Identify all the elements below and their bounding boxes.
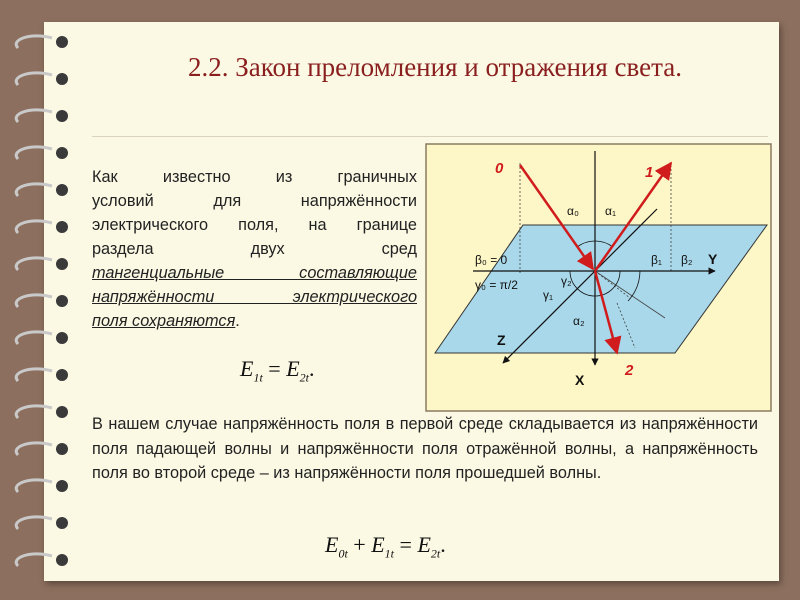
superposition-paragraph: В нашем случае напряжённость поля в первой среде складывается из напряжённости поля падающей волны и напряжённости поля отражённой волны, а напряжённость поля во второй среде – из напряжённости поля прошедшей волны. — [92, 415, 758, 482]
equation-tangential — [240, 356, 315, 385]
spiral-ring — [16, 221, 52, 233]
eq-symbol: E — [417, 532, 431, 557]
spiral-ring — [16, 36, 52, 48]
spiral-ring — [16, 480, 52, 492]
text-line: раздела двух сред — [92, 240, 417, 258]
binding-hole — [56, 554, 68, 566]
binding-hole — [56, 369, 68, 381]
axis-y-label: Y — [708, 251, 718, 267]
alpha2-label: α₂ — [573, 314, 585, 328]
boundary-conditions-text — [92, 165, 417, 333]
binding-hole — [56, 480, 68, 492]
eq-symbol: E — [240, 356, 254, 381]
refraction-diagram — [425, 143, 772, 412]
eq-operator: + — [353, 532, 366, 557]
spiral-ring — [16, 332, 52, 344]
emphasis-text: поля сохраняются — [92, 312, 236, 330]
spiral-ring — [16, 184, 52, 196]
eq-operator: = — [399, 532, 412, 557]
ray2-label: 2 — [625, 362, 634, 379]
spiral-ring — [16, 73, 52, 85]
spiral-ring — [16, 147, 52, 159]
axis-z-label: Z — [497, 332, 506, 348]
binding-hole — [56, 295, 68, 307]
eq-operator: = — [268, 356, 281, 381]
spiral-ring — [16, 443, 52, 455]
eq-symbol: E — [371, 532, 385, 557]
binding-hole — [56, 443, 68, 455]
spiral-ring — [16, 295, 52, 307]
binding-hole — [56, 36, 68, 48]
spiral-ring — [16, 517, 52, 529]
ray0-label: 0 — [495, 160, 504, 177]
binding-hole — [56, 110, 68, 122]
eq-subscript: 0t — [338, 546, 348, 561]
binding-hole — [56, 406, 68, 418]
eq-end: . — [309, 356, 315, 381]
text-line: Как известно из граничных — [92, 168, 417, 186]
beta0-label: β₀ = 0 — [475, 253, 508, 267]
gamma2-label: γ₂ — [561, 274, 572, 288]
gamma0-label: γ₀ = π/2 — [475, 278, 518, 292]
binding-hole — [56, 221, 68, 233]
binding-hole — [56, 184, 68, 196]
beta2-label: β₂ — [681, 253, 693, 267]
eq-subscript: 1t — [384, 546, 395, 561]
binding-hole — [56, 517, 68, 529]
equation-superposition — [325, 532, 446, 561]
spiral-ring — [16, 110, 52, 122]
eq-subscript: 1t — [253, 370, 263, 385]
binding-hole — [56, 147, 68, 159]
emphasis-line: напряжённости электрического — [92, 288, 417, 306]
eq-symbol: E — [325, 532, 339, 557]
alpha0-label: α₀ — [567, 204, 579, 218]
emphasis-line: тангенциальные составляющие — [92, 264, 417, 282]
alpha1-label: α₁ — [605, 204, 616, 218]
end-punctuation: . — [235, 312, 240, 330]
beta1-label: β₁ — [651, 253, 662, 267]
binding-hole — [56, 332, 68, 344]
spiral-ring — [16, 369, 52, 381]
emphasis-line-last — [92, 309, 417, 333]
gamma1-label: γ₁ — [543, 288, 554, 302]
text-line: электрического поля, на границе — [92, 216, 417, 234]
spiral-ring — [16, 258, 52, 270]
eq-end: . — [440, 532, 446, 557]
ray1-label: 1 — [645, 164, 654, 181]
spiral-ring — [16, 406, 52, 418]
eq-subscript: 2t — [299, 370, 310, 385]
binding-hole — [56, 258, 68, 270]
eq-subscript: 2t — [430, 546, 441, 561]
slide-title: 2.2. Закон преломления и отражения света. — [188, 52, 682, 82]
title-divider — [92, 136, 768, 137]
text-line: условий для напряжённости — [92, 192, 417, 210]
eq-symbol: E — [286, 356, 300, 381]
axis-x-label: X — [575, 372, 585, 388]
binding-hole — [56, 73, 68, 85]
spiral-binding — [0, 0, 80, 600]
spiral-ring — [16, 554, 52, 566]
